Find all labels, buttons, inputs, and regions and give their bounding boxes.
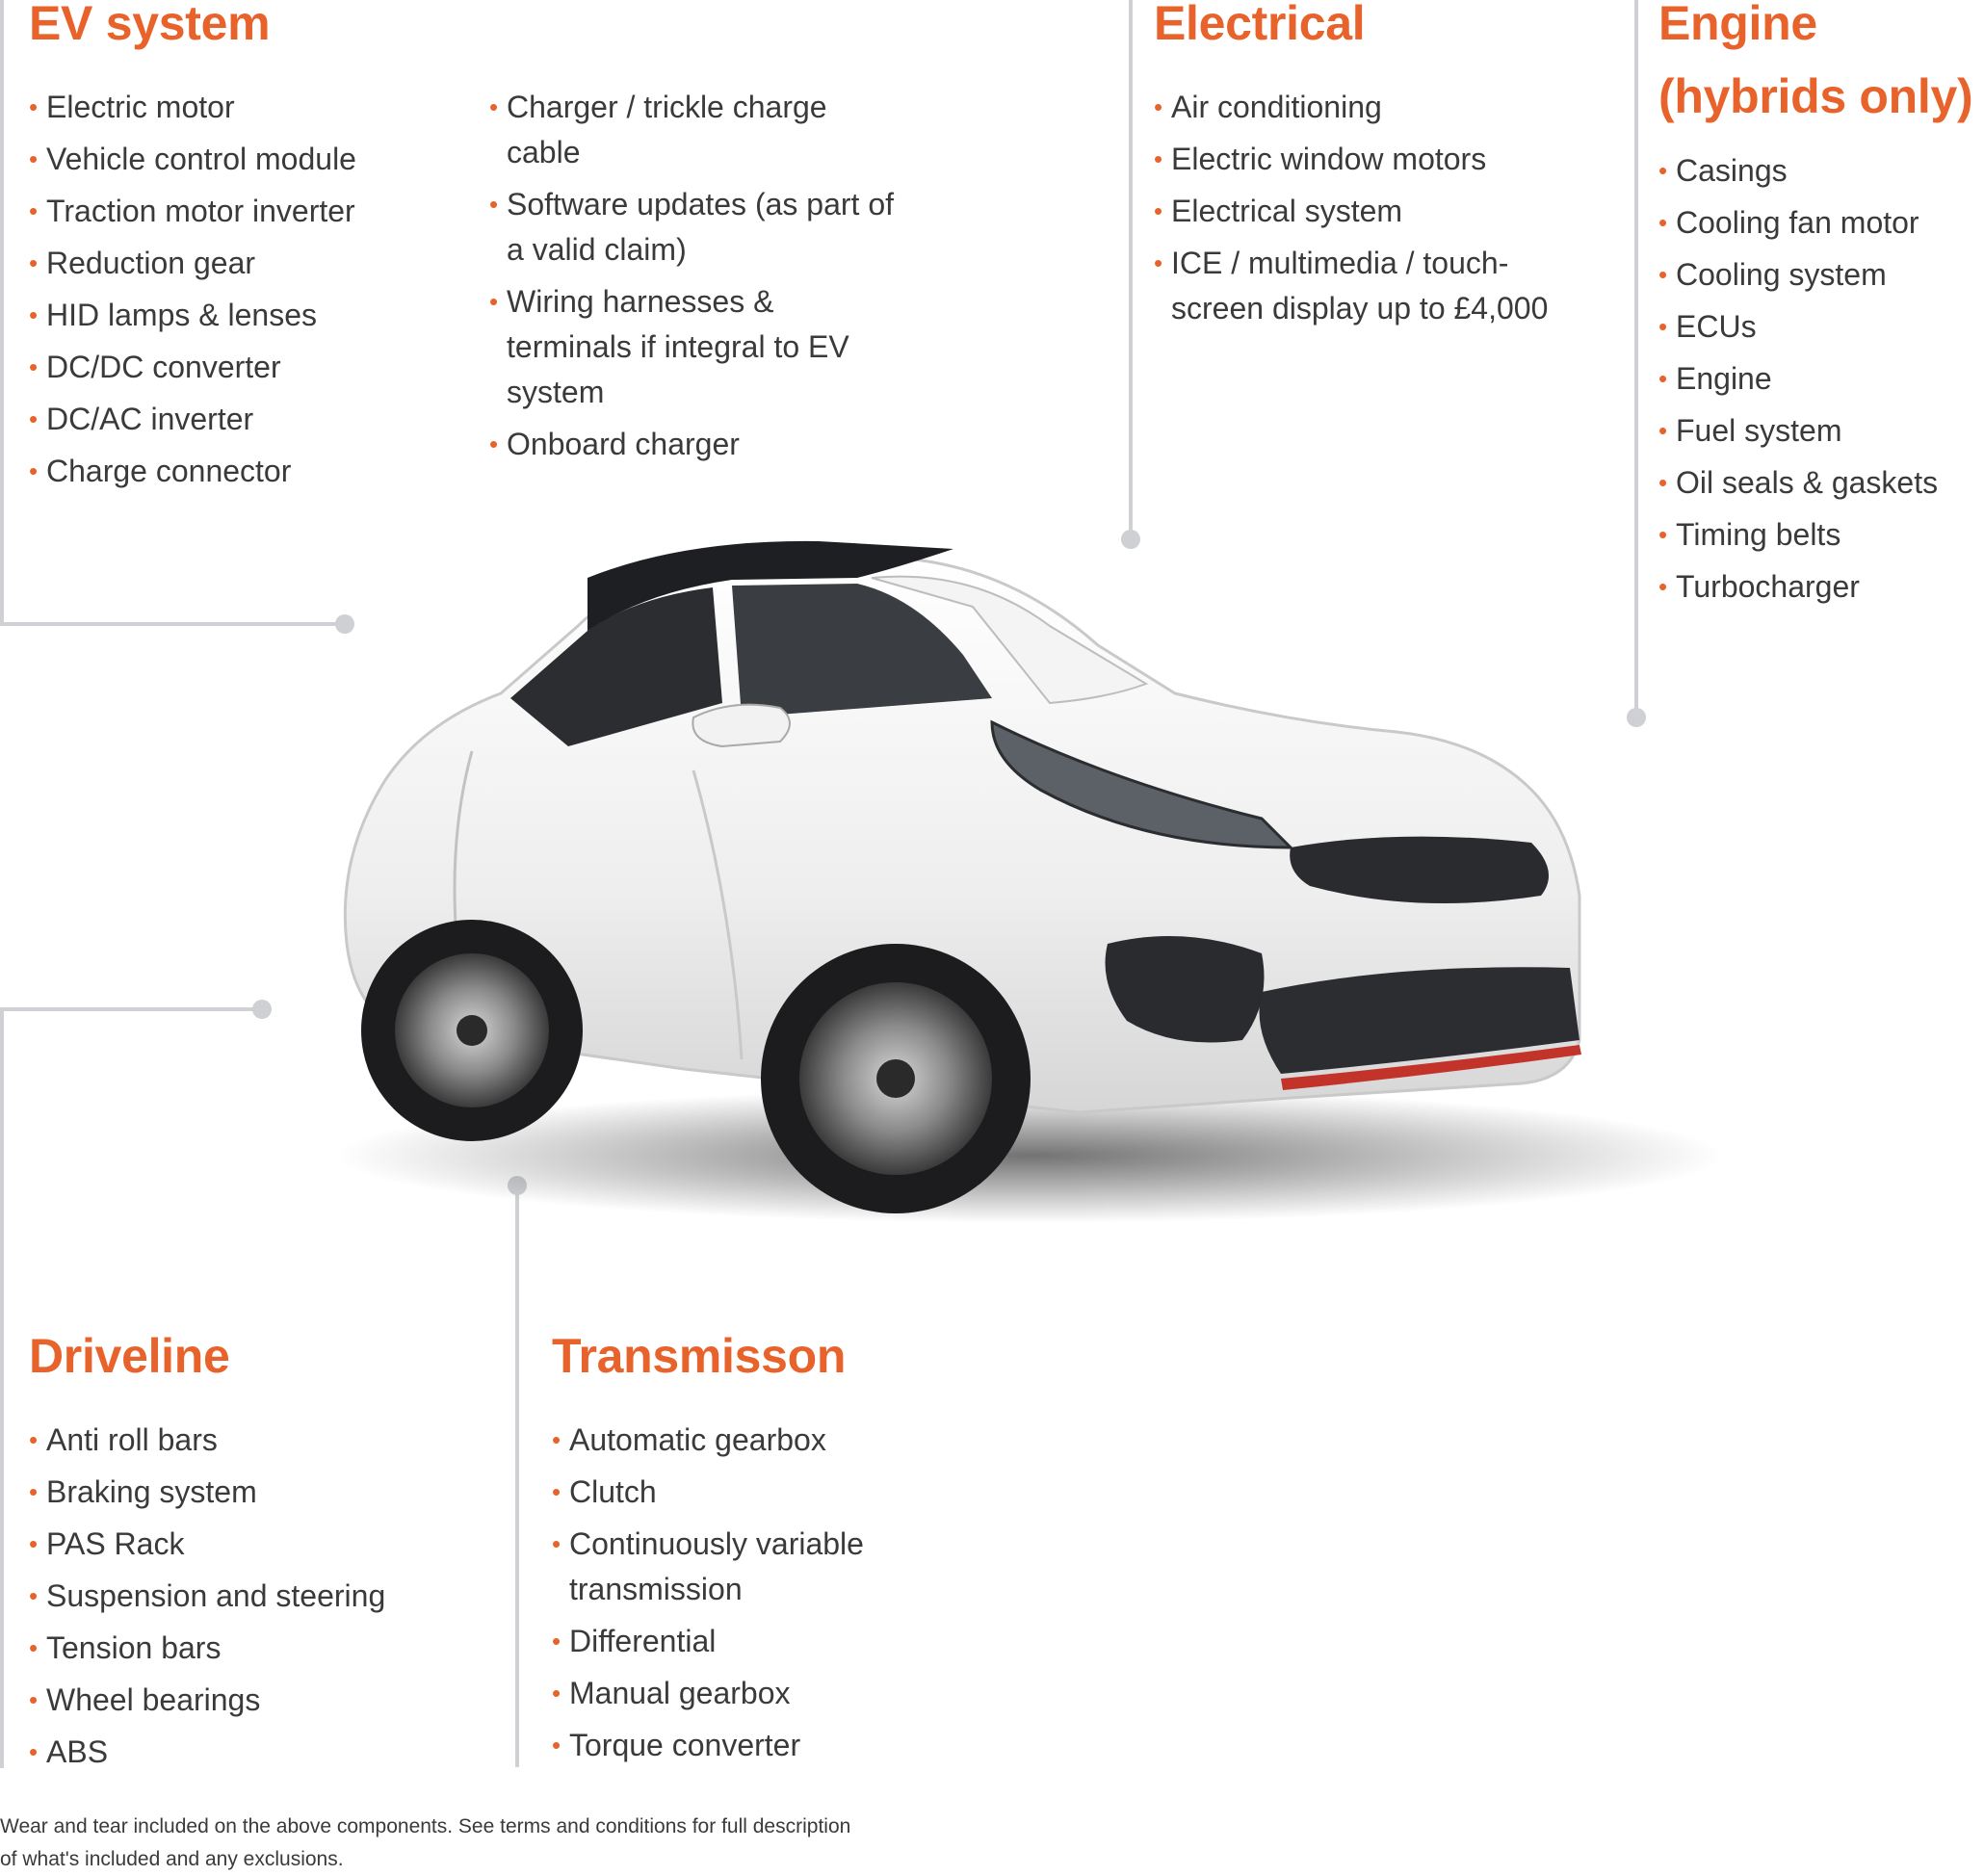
- ev-system-section: [29, 0, 270, 60]
- list-item: • HID lamps & lenses: [29, 293, 482, 338]
- electrical-connector: [1129, 0, 1133, 539]
- ev-system-column-2: [489, 85, 894, 474]
- list-item: • Tension bars: [29, 1626, 491, 1671]
- list-item: • Software updates (as part of a valid claim): [489, 182, 894, 273]
- driveline-connector-vertical: [0, 1007, 4, 1768]
- ev-connector-vertical: [0, 0, 4, 626]
- front-wheel: [761, 944, 1031, 1213]
- list-item: • Wheel bearings: [29, 1678, 491, 1723]
- list-item: • Electrical system: [1154, 189, 1558, 234]
- footnote: Wear and tear included on the above components. See terms and conditions for full description of what's included and any exclusions.: [0, 1815, 851, 1870]
- rear-wheel: [361, 920, 583, 1141]
- driveline-title: Driveline: [29, 1329, 230, 1383]
- list-item: • Engine: [1658, 356, 1981, 402]
- list-item: • Continuously variable transmission: [552, 1522, 976, 1612]
- driveline-list: [29, 1418, 491, 1775]
- transmission-title: Transmisson: [552, 1329, 847, 1383]
- list-item: • Fuel system: [1658, 408, 1981, 454]
- list-item: • Torque converter: [552, 1723, 976, 1768]
- ev-system-list-2: [489, 85, 894, 467]
- engine-title: Engine (hybrids only): [1658, 0, 1973, 123]
- list-item: • Braking system: [29, 1470, 491, 1515]
- list-item: • ECUs: [1658, 304, 1981, 350]
- electrical-section: [1154, 0, 1558, 338]
- driveline-connector-horizontal: [0, 1007, 262, 1011]
- list-item: • Reduction gear: [29, 241, 482, 286]
- list-item: • ICE / multimedia / touch-screen display up to £4,000: [1154, 241, 1558, 331]
- list-item: • Manual gearbox: [552, 1671, 976, 1716]
- list-item: • Clutch: [552, 1470, 976, 1515]
- list-item: • Electric motor: [29, 85, 482, 130]
- list-item: • ABS: [29, 1730, 491, 1775]
- list-item: • Charge connector: [29, 449, 482, 494]
- transmission-section: [552, 1319, 976, 1775]
- engine-list: [1658, 148, 1981, 610]
- list-item: • Onboard charger: [489, 422, 894, 467]
- list-item: • Suspension and steering: [29, 1574, 491, 1619]
- list-item: • Wiring harnesses & terminals if integral to EV system: [489, 279, 894, 415]
- list-item: • Turbocharger: [1658, 564, 1981, 610]
- list-item: • Differential: [552, 1619, 976, 1664]
- transmission-connector: [515, 1186, 519, 1767]
- list-item: • Cooling system: [1658, 252, 1981, 298]
- list-item: • DC/DC converter: [29, 345, 482, 390]
- driveline-section: [29, 1319, 491, 1782]
- ev-system-column-1: [29, 85, 482, 501]
- list-item: • Automatic gearbox: [552, 1418, 976, 1463]
- ev-system-title: EV system: [29, 0, 271, 50]
- electrical-list: [1154, 85, 1558, 331]
- list-item: • Cooling fan motor: [1658, 200, 1981, 246]
- transmission-list: [552, 1418, 976, 1768]
- list-item: • Electric window motors: [1154, 137, 1558, 182]
- list-item: • Anti roll bars: [29, 1418, 491, 1463]
- car-illustration: [279, 539, 1782, 1233]
- list-item: • Charger / trickle charge cable: [489, 85, 894, 175]
- list-item: • Oil seals & gaskets: [1658, 460, 1981, 506]
- list-item: • Air conditioning: [1154, 85, 1558, 130]
- list-item: • Traction motor inverter: [29, 189, 482, 234]
- engine-section: [1658, 0, 1981, 616]
- list-item: • Casings: [1658, 148, 1981, 194]
- driveline-connector-dot: [252, 1000, 272, 1019]
- list-item: • PAS Rack: [29, 1522, 491, 1567]
- list-item: • DC/AC inverter: [29, 397, 482, 442]
- list-item: • Vehicle control module: [29, 137, 482, 182]
- electrical-title: Electrical: [1154, 0, 1366, 50]
- list-item: • Timing belts: [1658, 512, 1981, 558]
- ev-system-list-1: [29, 85, 482, 494]
